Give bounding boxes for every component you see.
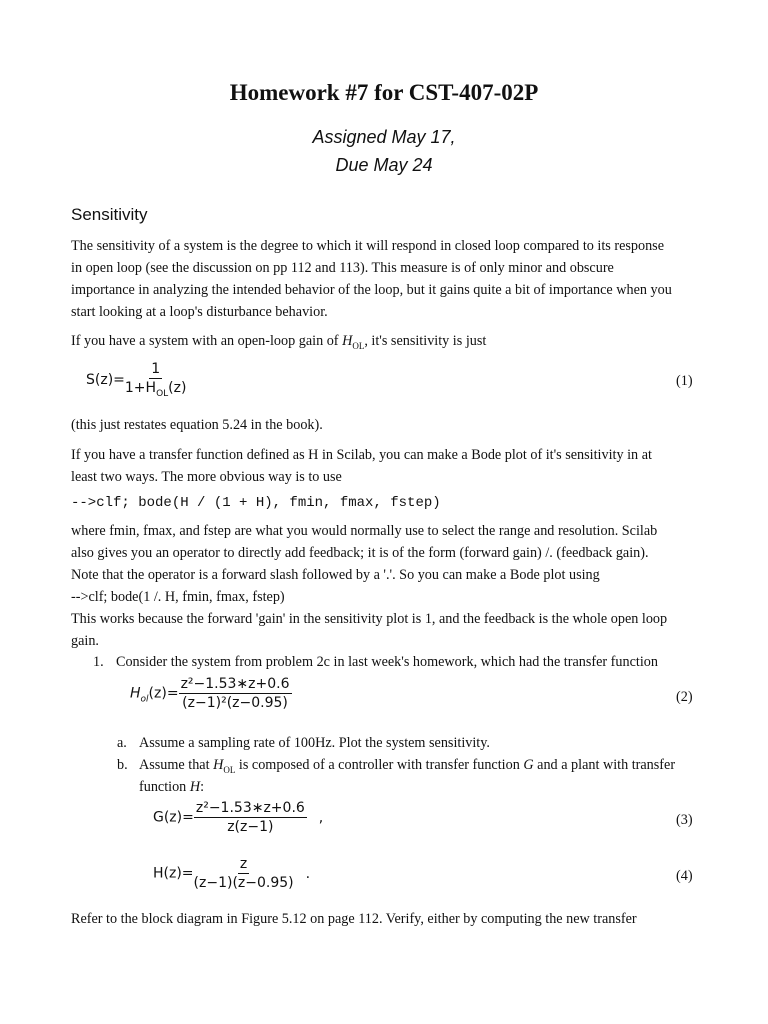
denominator: (z−1)(z−0.95) [193,875,294,891]
list-marker: a. [117,735,127,751]
fraction [194,856,294,891]
list-item-text: function H: [139,779,205,795]
list-item-1 [93,651,723,673]
subscript: OL [352,340,365,351]
denominator: (z−1)²(z−0.95) [182,695,288,711]
list-item-a [117,732,747,754]
symbol-h: H [342,333,353,349]
equation-lhs: S(z)= [86,371,125,388]
equation-1 [86,361,186,399]
text-run: , it's sensitivity is just [364,333,487,349]
equation-2: $H_{ol}(z)=$ $\frac{\text{z²−1.53∗z+0.6}}{\text{(z−1)²(z−0.95)}}$ [130,676,290,711]
list-item-text: Assume a sampling rate of 100Hz. Plot the system sensitivity. [139,735,490,751]
text-line: importance in analyzing the intended behavior of the loop, but it gains quite a bit of importance when you [71,282,672,298]
document-title: Homework #7 for CST-407-02P [229,80,539,105]
paragraph-open-loop [71,330,701,357]
paragraph-operator [71,520,701,652]
paragraph-scilab [71,444,701,488]
section-heading: Sensitivity [71,205,148,224]
text-line: The sensitivity of a system is the degree to which it will respond in closed loop compared to its response [71,238,665,254]
paragraph-intro [71,235,701,323]
paragraph-restates: (this just restates equation 5.24 in the book). [71,417,323,433]
fraction [179,676,292,711]
equation-number: (3) [676,812,693,828]
list-item-b [117,754,747,795]
text-line: in open loop (see the discussion on pp 112 and 113). This measure is of only minor and obscure [71,260,614,276]
text-line: least two ways. The more obvious way is to use [71,469,342,485]
text-line: also gives you an operator to directly add feedback; it is of the form (forward gain) /. (feedback gain). [71,545,649,561]
list-marker: b. [117,757,128,773]
numerator: 1 [151,361,161,377]
equation-3: G(z)= $\frac{\text{z²−1.53∗z+0.6}}{z(z-1)}$ , [153,800,324,835]
text-line: This works because the forward 'gain' in the sensitivity plot is 1, and the feedback is the whole open loop [71,611,668,627]
text-line: Note that the operator is a forward slash followed by a '.'. So you can make a Bode plot using [71,567,600,583]
equation-4: H(z)= $\frac{z}{(z-1)(z-0.95)}$ . [153,856,311,891]
denominator: $1+H_{OL}(z)$ [124,380,187,399]
text-line: gain. [71,633,99,649]
fraction [125,361,187,399]
paragraph-refer: Refer to the block diagram in Figure 5.12 on page 112. Verify, either by computing the new transfer [71,911,637,927]
numerator: z²−1.53∗z+0.6 [180,676,290,692]
list-marker: 1. [93,654,104,670]
list-item-text: Consider the system from problem 2c in last week's homework, which had the transfer function [116,654,658,670]
text-line: where fmin, fmax, and fstep are what you would normally use to select the range and resolution. Scilab [71,523,658,539]
text-line: start looking at a loop's disturbance behavior. [71,304,328,320]
text-run: If you have a system with an open-loop gain of [71,333,343,349]
list-item-text: Assume that $H_{OL}$ is composed of a controller with transfer function G and a plant with transfer [139,757,676,775]
code-line: -->clf; bode(H / (1 + H), fmin, fmax, fstep) [71,495,441,511]
text-line: -->clf; bode(1 /. H, fmin, fmax, fstep) [71,589,285,605]
equation-number: (1) [676,373,693,389]
denominator: z(z−1) [227,819,274,835]
numerator: z²−1.53∗z+0.6 [195,800,305,816]
due-date: Due May 24 [335,155,433,175]
equation-number: (2) [676,689,693,705]
numerator: z [239,856,248,872]
fraction [194,800,307,835]
equation-number: (4) [676,868,693,884]
text-line: If you have a transfer function defined as H in Scilab, you can make a Bode plot of it's sensitivity in at [71,447,652,463]
assigned-date: Assigned May 17, [312,127,456,147]
